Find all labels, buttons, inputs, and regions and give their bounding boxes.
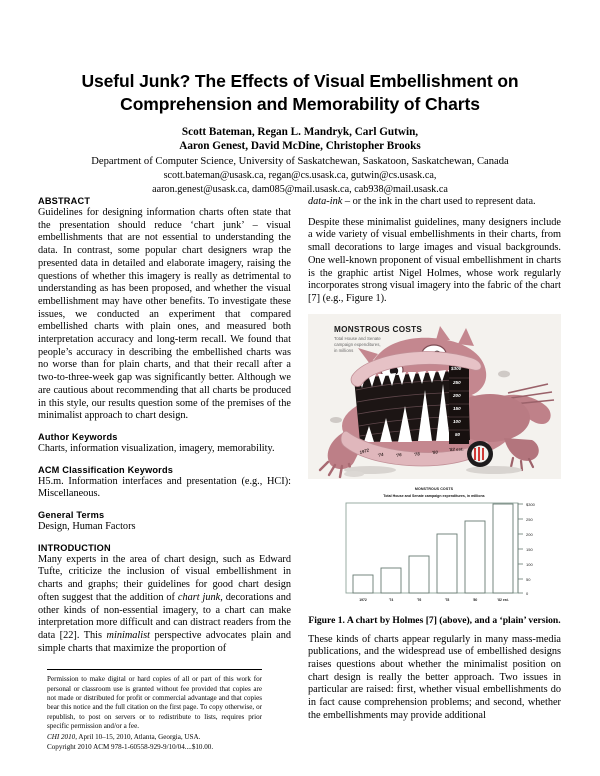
- copyright-permission-text: Permission to make digital or hard copies of all or part of this work for personal or classroom use is granted without fee provided that copies are not made or distributed for profit or commercial advantage and that copies bear this notice and the full citation on the first page. To copy otherwise, or republish, to post on servers or to redistribute to lists, requires prior specific permission and/or a fee.: [47, 675, 262, 731]
- y-tick-250: 250: [453, 379, 461, 385]
- x-tick-1972: 1972: [358, 447, 370, 455]
- left-column: [38, 196, 291, 752]
- plain-x-tick-76: '76: [416, 597, 422, 602]
- plain-x-tick-82est: '82 est.: [497, 597, 509, 602]
- figure-1-caption: Figure 1. A chart by Holmes [7] (above), and a ‘plain’ version.: [308, 614, 561, 626]
- embellished-chart-subtitle-3: in millions: [334, 347, 354, 353]
- general-terms-heading: General Terms: [38, 510, 105, 521]
- authors-line-2: Aaron Genest, David McDine, Christopher Brooks: [179, 140, 421, 153]
- copyright-conference-line: [47, 733, 262, 742]
- figure-1: [308, 314, 561, 626]
- abstract-body: Guidelines for designing information charts often state that the presentation should reduce ‘chart junk’ – visual embellishments that are not essential to understanding the data. In contrast, some popular chart designers wrap the presented data in detailed and elaborate imagery, raising the questions of whether this imagery is really as detrimental to understanding as has been proposed, and whether the visual embellishment may have other benefits. To investigate these issues, we conducted an experiment that compared embellished charts with plain ones, and measured both interpretation accuracy and long-term recall. We found that people’s accuracy in describing the embellished charts was no worse than for plain charts, and that their recall after a two-to-three-week gap was significantly better. Although we are cautious about recommending that all charts be produced in this style, our results question some of the premises of the minimalist approach to chart design.: [38, 207, 291, 422]
- decor-rock-left: [330, 417, 342, 423]
- y-tick-200: 200: [453, 392, 461, 398]
- monster-chart-svg: [308, 314, 561, 479]
- y-tick-150: 150: [453, 405, 461, 411]
- plain-y-tick-50: 50: [526, 576, 531, 582]
- copyright-conference-name: CHI 2010: [47, 732, 76, 741]
- acm-classification-heading: ACM Classification Keywords: [38, 464, 174, 475]
- copyright-conference-details: , April 10–15, 2010, Atlanta, Georgia, USA.: [75, 732, 201, 741]
- plain-bar-78: [437, 534, 457, 593]
- general-terms-body: Design, Human Factors: [38, 521, 136, 533]
- plain-bar-1972: [353, 575, 373, 593]
- page-title: Useful Junk? The Effects of Visual Embellishment on Comprehension and Memorability of Charts: [81, 71, 519, 114]
- plain-chart-svg: [308, 481, 561, 609]
- body-columns: [0, 196, 600, 752]
- introduction-body: [38, 554, 291, 656]
- plain-y-tick-150: 150: [526, 546, 533, 552]
- plain-y-tick-100: 100: [526, 561, 533, 567]
- author-keywords-heading: Author Keywords: [38, 431, 118, 442]
- y-tick-100: 100: [453, 418, 461, 424]
- y-tick-50: 50: [455, 431, 461, 437]
- decor-rock-bottom: [344, 471, 364, 477]
- decor-rock-right: [498, 370, 510, 377]
- introduction-heading: INTRODUCTION: [38, 542, 111, 553]
- continuation-paragraph: [308, 196, 561, 209]
- copyright-notice: [47, 669, 262, 752]
- campaign-seal-stripes: [474, 447, 484, 461]
- chart-monstrous-costs-embellished: [308, 314, 561, 479]
- x-tick-82est: '82 est.: [448, 446, 464, 452]
- affiliation: Department of Computer Science, University of Saskatchewan, Saskatoon, Saskatchewan, Canada: [91, 156, 509, 168]
- x-tick-74: '74: [377, 451, 385, 458]
- acm-classification-body: H5.m. Information interfaces and presentation (e.g., HCI): Miscellaneous.: [38, 475, 291, 500]
- x-tick-78: '78: [413, 450, 421, 457]
- plain-chart-subtitle: Total House and Senate campaign expenditures, in millions: [383, 493, 485, 498]
- plain-bar-82est: [493, 504, 513, 593]
- data-ink-italic: data-ink: [308, 196, 343, 207]
- embellished-chart-subtitle-2: campaign expenditures,: [334, 341, 381, 347]
- paragraph-3: These kinds of charts appear regularly in many mass-media publications, and the widespread use of embellished designs raises questions about whether the minimalist position on chart design is really the better approach. Two issues in particular are raised: first, whether visual embellishments do in fact cause comprehension problems; and second, whether the embellishments may provide additional: [308, 633, 561, 721]
- embellished-chart-subtitle-1: Total House and Senate: [334, 335, 381, 341]
- authors-line-1: Scott Bateman, Regan L. Mandryk, Carl Gutwin,: [181, 125, 419, 138]
- right-column: [308, 196, 561, 752]
- paragraph-2: Despite these minimalist guidelines, many designers include a wide variety of visual embellishments in their charts, from small decorations to large images and visual backgrounds. One well-known proponent of visual embellishment in charts is the graphic artist Nigel Holmes, whose work regularly incorporates strong visual imagery into the fabric of the chart [7] (e.g., Figure 1).: [308, 216, 561, 304]
- continuation-rest: – or the ink in the chart used to represent data.: [342, 196, 536, 207]
- intro-italic-chart-junk: chart junk: [177, 591, 221, 603]
- plain-chart-title: MONSTROUS COSTS: [414, 486, 454, 491]
- abstract-heading: ABSTRACT: [38, 196, 91, 206]
- plain-y-tick-200: 200: [526, 531, 533, 537]
- x-tick-76: '76: [395, 451, 403, 458]
- monster-shadow-right: [466, 466, 522, 474]
- plain-bar-74: [381, 568, 401, 593]
- emails-line-1: scott.bateman@usask.ca, regan@cs.usask.ca, gutwin@cs.usask.ca,: [163, 170, 437, 182]
- plain-x-tick-74: '74: [388, 597, 394, 602]
- plain-y-tick-0: 0: [526, 590, 529, 596]
- y-tick-300: $300: [451, 365, 462, 371]
- intro-italic-minimalist: minimalist: [106, 629, 151, 641]
- author-keywords-body: Charts, information visualization, imagery, memorability.: [38, 442, 275, 454]
- x-tick-80: '80: [431, 449, 438, 455]
- intro-text-mid: , decorations and other kinds of non-essential imagery, to a chart can make interpretation more difficult and can distract readers from the data [22]. This: [38, 591, 291, 641]
- plain-x-tick-78: '78: [444, 597, 450, 602]
- plain-bar-76: [409, 556, 429, 593]
- embellished-chart-title: MONSTROUS COSTS: [334, 324, 423, 334]
- intro-text-post: perspective advocates plain and simple charts that maximize the proportion of: [38, 629, 291, 654]
- plain-y-tick-300: $300: [526, 501, 535, 507]
- plain-y-tick-250: 250: [526, 516, 533, 522]
- paper-header: [0, 0, 600, 197]
- emails-line-2: aaron.genest@usask.ca, dam085@mail.usask.ca, cab938@mail.usask.ca: [152, 184, 448, 196]
- chart-monstrous-costs-plain: [308, 481, 561, 609]
- plain-x-tick-80: '80: [472, 597, 478, 602]
- plain-x-tick-1972: 1972: [359, 597, 367, 602]
- plain-bar-80: [465, 521, 485, 593]
- copyright-acm-line: Copyright 2010 ACM 978-1-60558-929-9/10/04....$10.00.: [47, 742, 214, 751]
- intro-text-pre: Many experts in the area of chart design, such as Edward Tufte, criticize the inclusion of visual embellishment in charts and graphs; their guidelines for good chart design often suggest that the addition of: [38, 553, 291, 603]
